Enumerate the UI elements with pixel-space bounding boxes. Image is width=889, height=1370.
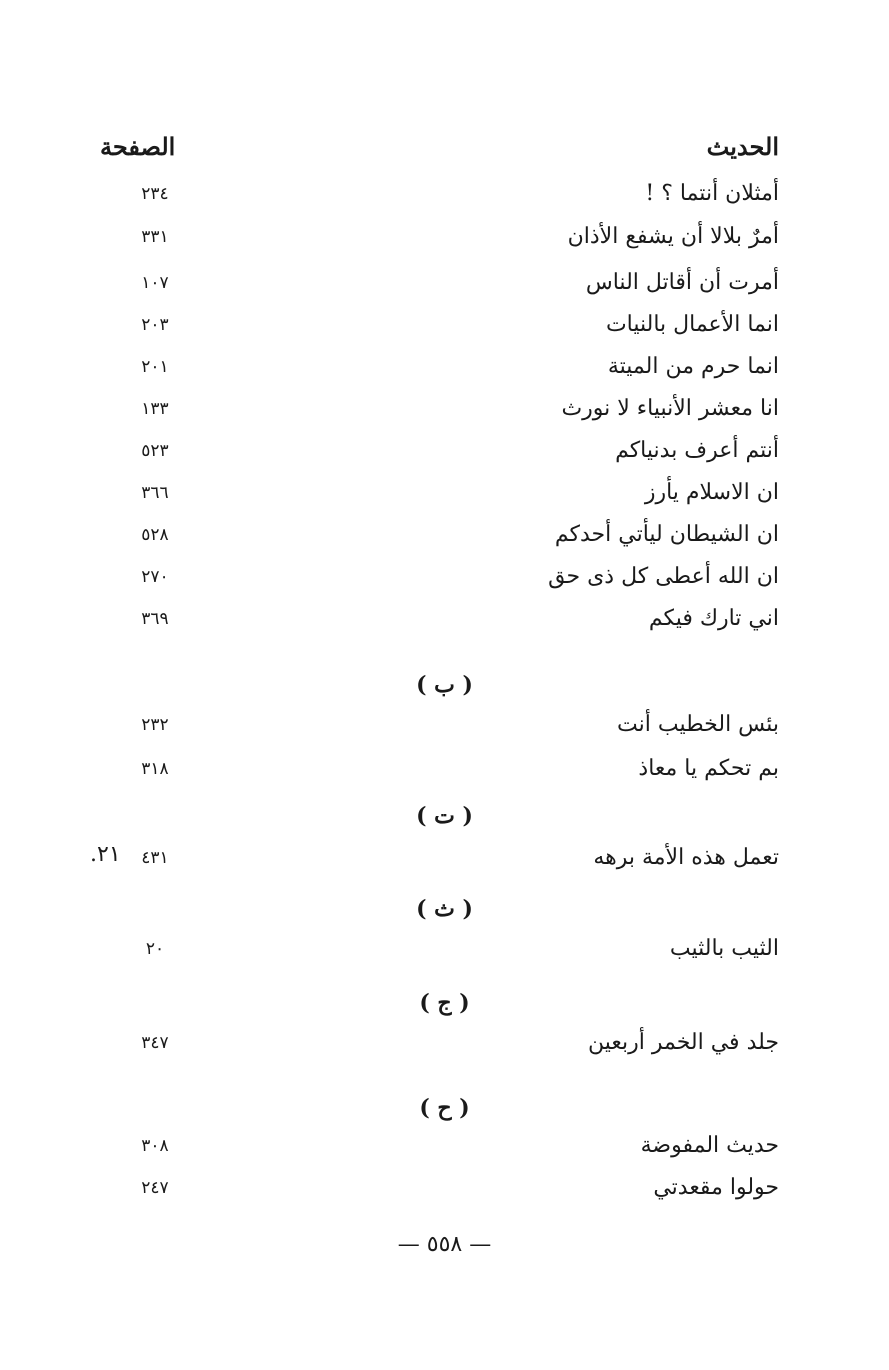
- hadith-text: ان الاسلام يأرز: [644, 480, 779, 505]
- hadith-text: انما حرم من الميتة: [607, 354, 779, 379]
- page-number: ٣٠٨: [141, 1136, 169, 1156]
- hadith-text: حولوا مقعدتي: [653, 1175, 779, 1200]
- hadith-text: أمثلان أنتما ؟ !: [645, 181, 779, 206]
- hadith-entry: [0, 389, 889, 429]
- hadith-text: ان الشيطان ليأتي أحدكم: [554, 522, 779, 547]
- hadith-text: أنتم أعرف بدنياكم: [615, 438, 779, 463]
- hadith-text: الثيب بالثيب: [669, 936, 779, 961]
- hadith-entry: [0, 705, 889, 745]
- hadith-entry: [0, 515, 889, 555]
- hadith-text: بم تحكم يا معاذ: [638, 756, 779, 781]
- section-heading-ta: ( ت ): [416, 803, 473, 829]
- section-heading-tha: ( ث ): [416, 896, 473, 922]
- page-number: ٢٣٢: [141, 715, 169, 735]
- section-heading-ba: ( ب ): [416, 672, 473, 698]
- page-number: ١٣٣: [141, 399, 169, 419]
- page-number: ٣٤٧: [141, 1033, 169, 1053]
- hadith-text: حديث المفوضة: [640, 1133, 779, 1158]
- page-number: ٣٦٦: [141, 483, 169, 503]
- hadith-entry: [0, 599, 889, 639]
- hadith-text: جلد في الخمر أربعين: [588, 1030, 779, 1055]
- hadith-entry: [0, 174, 889, 214]
- hadith-text: أمرت أن أقاتل الناس: [585, 270, 779, 295]
- hadith-text: أمرٌ بلالا أن يشفع الأذان: [567, 224, 779, 249]
- page-number: ٥٢٣: [141, 441, 169, 461]
- page-number: ٢٣٤: [141, 184, 169, 204]
- hadith-text: ان الله أعطى كل ذى حق: [548, 564, 779, 589]
- hadith-text: انا معشر الأنبياء لا نورث: [561, 396, 779, 421]
- page-number: ٣٣١: [141, 227, 169, 247]
- hadith-entry: [0, 929, 889, 969]
- hadith-column-header: الحديث: [706, 132, 779, 161]
- hadith-text: تعمل هذه الأمة برهه: [593, 845, 779, 870]
- page-number: ٣٦٩: [141, 609, 169, 629]
- page-number: ٢٧٠: [141, 567, 169, 587]
- hadith-entry: [0, 473, 889, 513]
- margin-note: ٢١.: [90, 842, 121, 867]
- page-number: ٣١٨: [141, 759, 169, 779]
- hadith-entry: [0, 217, 889, 257]
- hadith-entry: [0, 1168, 889, 1208]
- hadith-entry: [0, 749, 889, 789]
- page-number: ٢٤٧: [141, 1178, 169, 1198]
- page-number: ٢٠: [145, 939, 165, 959]
- hadith-entry: [0, 305, 889, 345]
- page-number: ٢٠١: [141, 357, 169, 377]
- hadith-entry: [0, 1126, 889, 1166]
- footer-page-number: — ٥٥٨ —: [397, 1232, 492, 1257]
- hadith-entry: [0, 347, 889, 387]
- section-heading-jim: ( ج ): [419, 990, 470, 1016]
- hadith-entry: [0, 431, 889, 471]
- page-number: ٤٣١: [141, 848, 169, 868]
- page-column-header: الصفحة: [100, 132, 176, 161]
- hadith-entry: [0, 1023, 889, 1063]
- hadith-entry: [0, 838, 889, 878]
- hadith-entry: [0, 263, 889, 303]
- hadith-text: بئس الخطيب أنت: [617, 712, 779, 737]
- hadith-text: اني تارك فيكم: [648, 606, 779, 631]
- page-number: ٢٠٣: [141, 315, 169, 335]
- section-heading-ha: ( ح ): [419, 1095, 470, 1121]
- page-number: ٥٢٨: [141, 525, 169, 545]
- hadith-text: انما الأعمال بالنيات: [605, 312, 779, 337]
- page-number: ١٠٧: [141, 273, 169, 293]
- hadith-entry: [0, 557, 889, 597]
